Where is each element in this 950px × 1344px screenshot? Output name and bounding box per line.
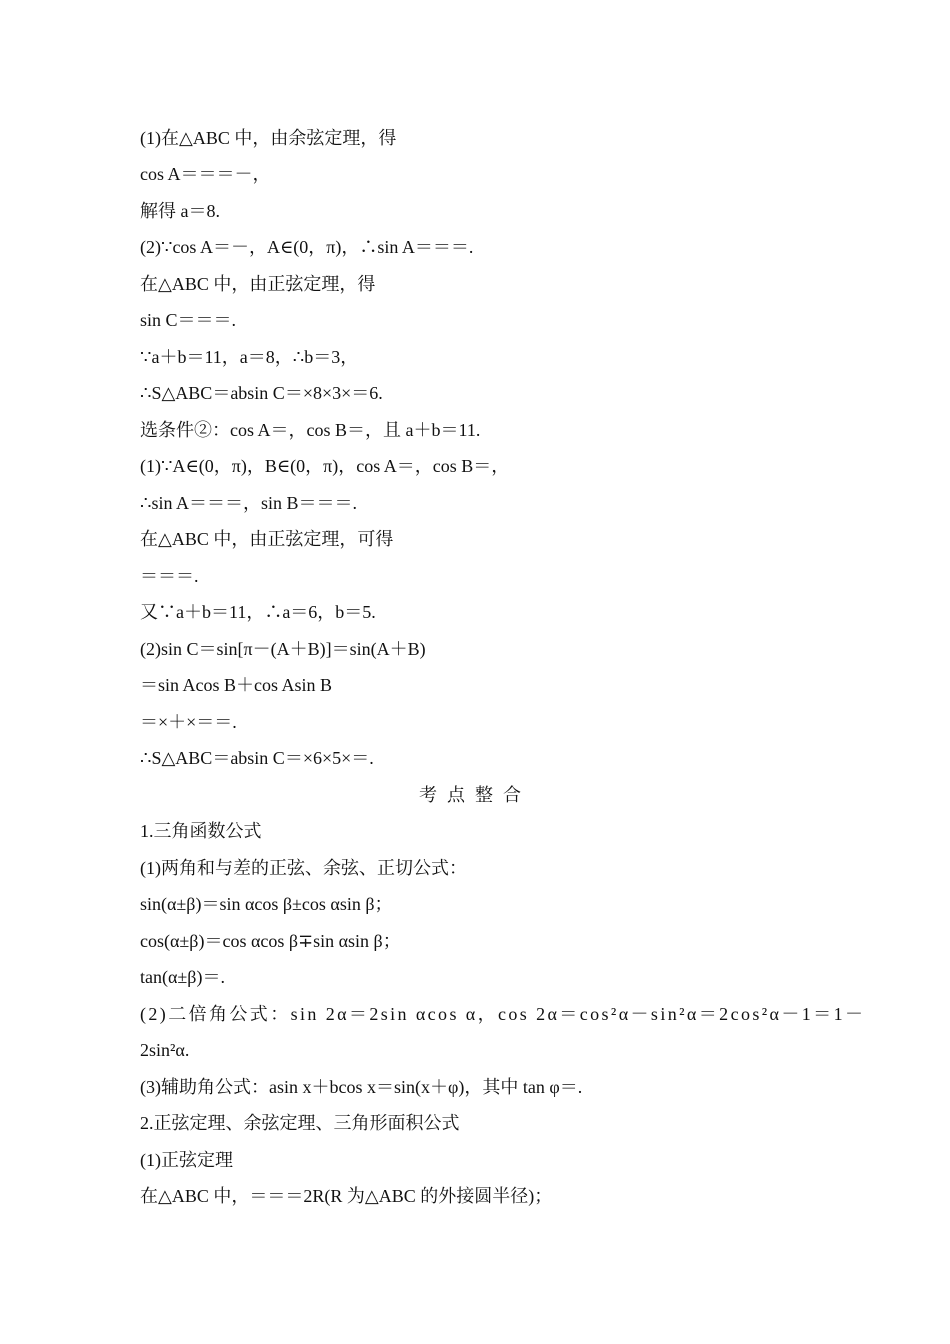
text-line: 在△ABC 中，由正弦定理，得 xyxy=(140,274,376,294)
text-line: (1)在△ABC 中，由余弦定理，得 xyxy=(140,128,397,148)
text-line: (2)sin C＝sin[π－(A＋B)]＝sin(A＋B) xyxy=(140,639,426,659)
text-line: ∴S△ABC＝absin C＝×8×3×＝6. xyxy=(140,383,383,403)
text-line: 又∵a＋b＝11，∴a＝6，b＝5. xyxy=(140,602,376,622)
text-line: 2.正弦定理、余弦定理、三角形面积公式 xyxy=(140,1113,460,1133)
text-line: cos(α±β)＝cos αcos β∓sin αsin β； xyxy=(140,931,401,951)
text-line: cos A＝＝＝－， xyxy=(140,164,271,184)
text-line: ＝＝＝. xyxy=(140,566,199,586)
text-line: ∴S△ABC＝absin C＝×6×5×＝. xyxy=(140,748,374,768)
text-line: 解得 a＝8. xyxy=(140,201,220,221)
text-line: (1)两角和与差的正弦、余弦、正切公式： xyxy=(140,858,467,878)
text-line: 1.三角函数公式 xyxy=(140,821,262,841)
text-line: (2)二倍角公式：sin 2α＝2sin αcos α，cos 2α＝cos²α－sin²α＝2cos²α－1＝1－ xyxy=(140,1004,866,1024)
text-line: ＝sin Acos B＋cos Asin B xyxy=(140,675,333,695)
text-line: sin(α±β)＝sin αcos β±cos αsin β； xyxy=(140,894,393,914)
text-line: 2sin²α. xyxy=(140,1040,190,1060)
text-line: 选条件②：cos A＝，cos B＝，且 a＋b＝11. xyxy=(140,420,481,440)
text-line: (3)辅助角公式：asin x＋bcos x＝sin(x＋φ)，其中 tan φ＝. xyxy=(140,1077,583,1097)
section-heading: 考点整合 xyxy=(419,785,531,805)
text-line: 在△ABC 中，由正弦定理，可得 xyxy=(140,529,394,549)
text-line: 在△ABC 中，＝＝＝2R(R 为△ABC 的外接圆半径)； xyxy=(140,1186,553,1206)
text-line: (1)∵A∈(0，π)，B∈(0，π)，cos A＝，cos B＝， xyxy=(140,456,510,476)
text-line: ∵a＋b＝11，a＝8，∴b＝3， xyxy=(140,347,359,367)
text-line: ＝×＋×＝＝. xyxy=(140,712,237,732)
text-line: tan(α±β)＝. xyxy=(140,967,225,987)
text-line: (1)正弦定理 xyxy=(140,1150,233,1170)
text-line: sin C＝＝＝. xyxy=(140,310,237,330)
text-line: (2)∵cos A＝－，A∈(0，π)，∴sin A＝＝＝. xyxy=(140,237,474,257)
text-line: ∴sin A＝＝＝，sin B＝＝＝. xyxy=(140,493,357,513)
